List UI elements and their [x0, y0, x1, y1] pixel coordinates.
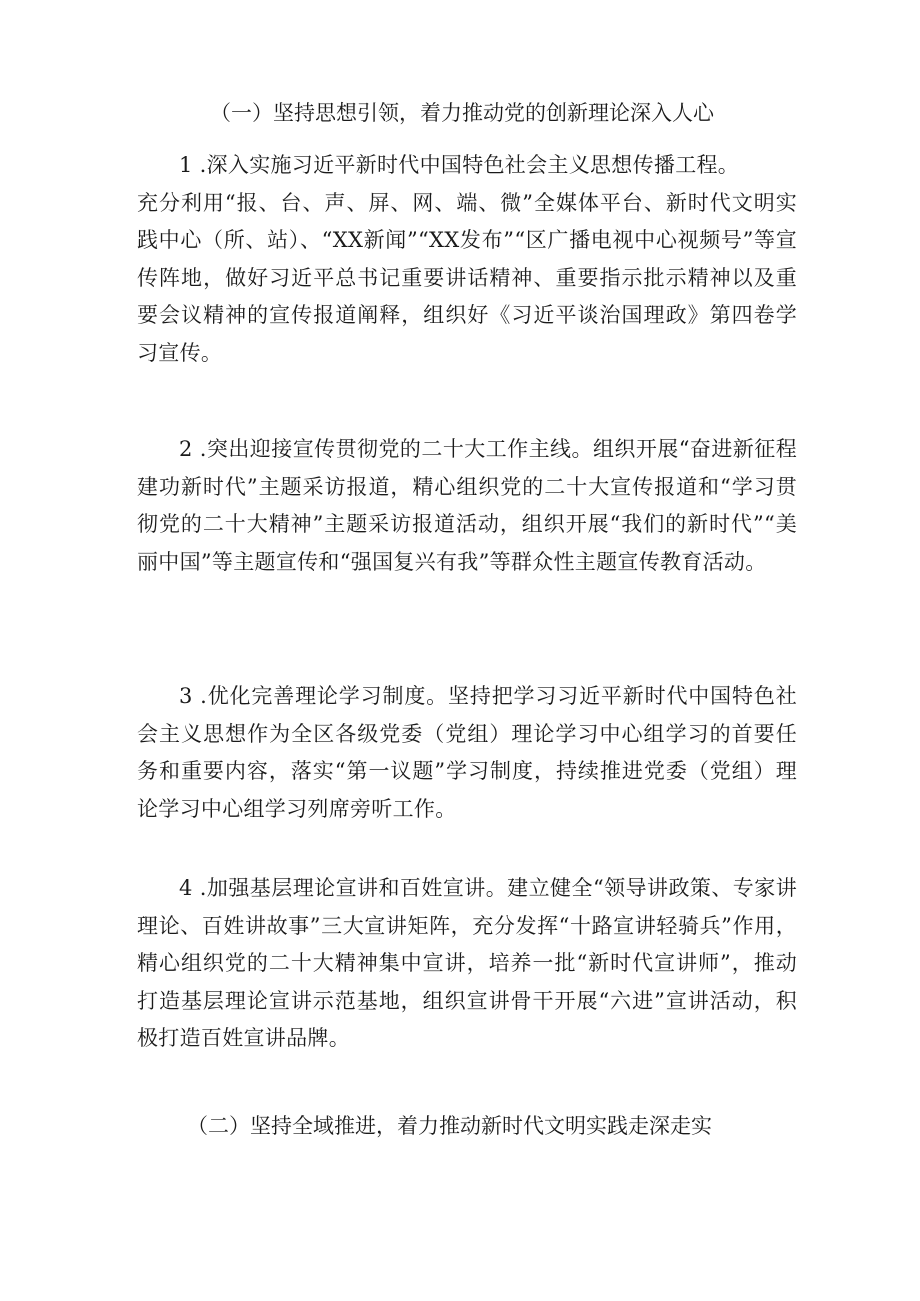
item-4-block	[137, 870, 797, 1058]
section-heading-1: （一）坚持思想引领，着力推动党的创新理论深入人心	[210, 101, 714, 125]
item-1-block	[137, 147, 797, 372]
item-2-paragraph: 2 .突出迎接宣传贯彻党的二十大工作主线。组织开展“奋进新征程建功新时代”主题采访报道，精心组织党的二十大宣传报道和“学习贯彻党的二十大精神”主题采访报道活动，组织开展“我们的新时代”“美丽中国”等主题宣传和“强国复兴有我”等群众性主题宣传教育活动。	[137, 437, 797, 574]
item-3-block	[137, 678, 797, 828]
item-2-block	[137, 431, 797, 581]
item-1-lead: 1 .深入实施习近平新时代中国特色社会主义思想传播工程。	[179, 153, 740, 177]
item-1-body: 充分利用“报、台、声、屏、网、端、微”全媒体平台、新时代文明实践中心（所、站）、“XX新闻”“XX发布”“区广播电视中心视频号”等宣传阵地，做好习近平总书记重要讲话精神、重要指示批示精神以及重要会议精神的宣传报道阐释，组织好《习近平谈治国理政》第四卷学习宣传。	[137, 190, 797, 365]
item-4-paragraph: 4 .加强基层理论宣讲和百姓宣讲。建立健全“领导讲政策、专家讲理论、百姓讲故事”三大宣讲矩阵，充分发挥“十路宣讲轻骑兵”作用，精心组织党的二十大精神集中宣讲，培养一批“新时代宣讲师”，推动打造基层理论宣讲示范基地，组织宣讲骨干开展“六进”宣讲活动，积极打造百姓宣讲品牌。	[137, 876, 797, 1050]
item-3-paragraph: 3 .优化完善理论学习制度。坚持把学习习近平新时代中国特色社会主义思想作为全区各级党委（党组）理论学习中心组学习的首要任务和重要内容，落实“第一议题”学习制度，持续推进党委（党组）理论学习中心组学习列席旁听工作。	[137, 684, 797, 821]
section-heading-2: （二）坚持全域推进，着力推动新时代文明实践走深走实	[187, 1114, 712, 1138]
